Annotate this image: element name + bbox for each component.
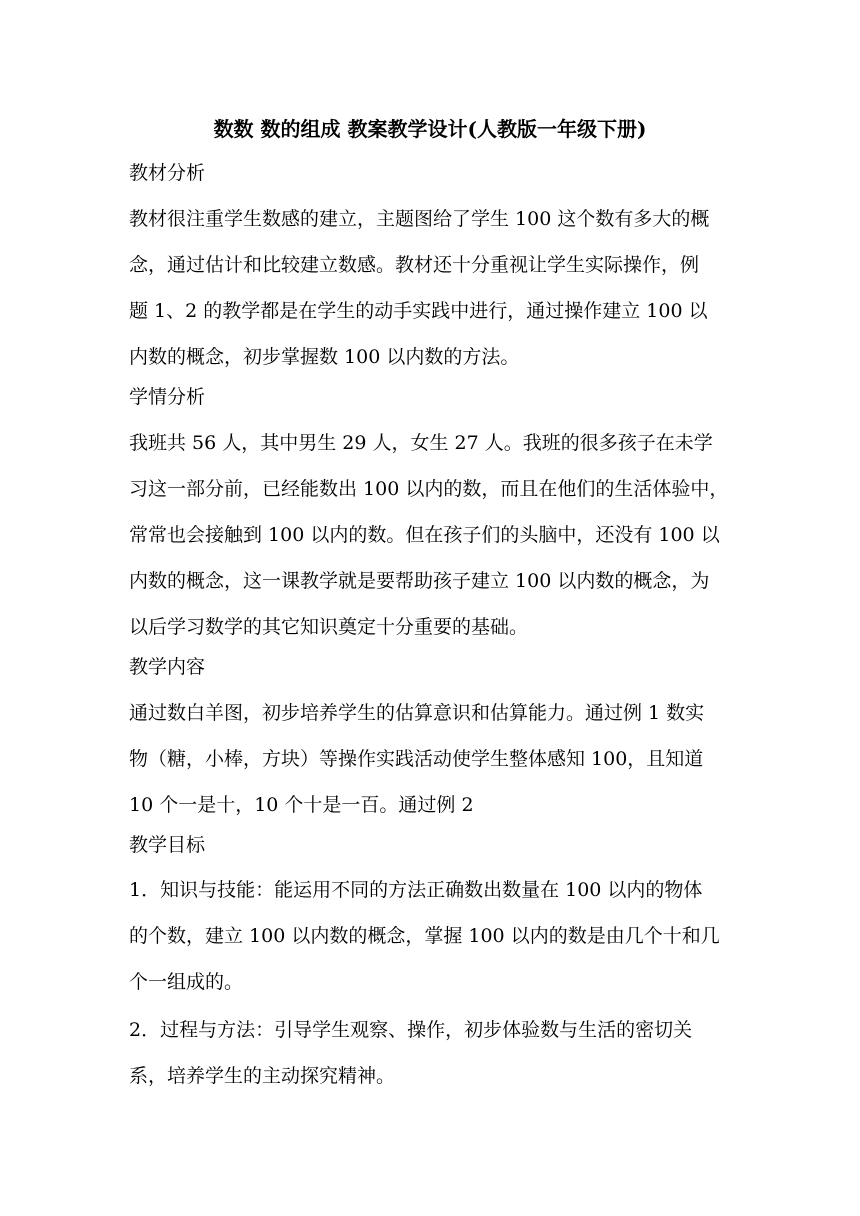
paragraph-line: 我班共 56 人，其中男生 29 人，女生 27 人。我班的很多孩子在未学 [129,432,713,454]
section-heading-teaching-goals: 教学目标 [129,834,206,856]
paragraph-line: 内数的概念，这一课教学就是要帮助孩子建立 100 以内数的概念，为 [129,570,710,592]
paragraph-textbook-analysis [129,196,733,380]
section-heading-teaching-content: 教学内容 [129,656,206,678]
paragraph-line: 常常也会接触到 100 以内的数。但在孩子们的头脑中，还没有 100 以 [129,524,720,546]
paragraph-line: 个一组成的。 [129,971,244,993]
paragraph-teaching-content [129,690,733,828]
goal-item-knowledge-skills [129,867,733,1005]
paragraph-line: 念，通过估计和比较建立数感。教材还十分重视让学生实际操作，例 [129,254,700,276]
paragraph-student-analysis [129,420,733,650]
document-title: 数数 数的组成 教案教学设计(人教版一年级下册) [213,117,647,141]
paragraph-line: 教材很注重学生数感的建立，主题图给了学生 100 这个数有多大的概 [129,208,710,230]
paragraph-line: 物（糖，小棒，方块）等操作实践活动使学生整体感知 100，且知道 [129,748,704,770]
section-heading-textbook-analysis: 教材分析 [129,162,206,184]
paragraph-line: 题 1、2 的教学都是在学生的动手实践中进行，通过操作建立 100 以 [129,300,708,322]
section-heading-student-analysis: 学情分析 [129,386,206,408]
paragraph-line: 内数的概念，初步掌握数 100 以内数的方法。 [129,346,520,368]
paragraph-line: 通过数白羊图，初步培养学生的估算意识和估算能力。通过例 1 数实 [129,702,705,724]
paragraph-line: 10 个一是十，10 个十是一百。通过例 2 [129,794,474,816]
paragraph-line: 习这一部分前，已经能数出 100 以内的数，而且在他们的生活体验中， [129,478,729,500]
goal-item-process-methods [129,1007,733,1099]
paragraph-line: 1．知识与技能：能运用不同的方法正确数出数量在 100 以内的物体 [129,879,703,901]
paragraph-line: 以后学习数学的其它知识奠定十分重要的基础。 [129,616,529,638]
paragraph-line: 的个数，建立 100 以内数的概念，掌握 100 以内的数是由几个十和几 [129,925,720,947]
paragraph-line: 2．过程与方法：引导学生观察、操作，初步体验数与生活的密切关 [129,1019,693,1041]
paragraph-line: 系，培养学生的主动探究精神。 [129,1065,396,1087]
